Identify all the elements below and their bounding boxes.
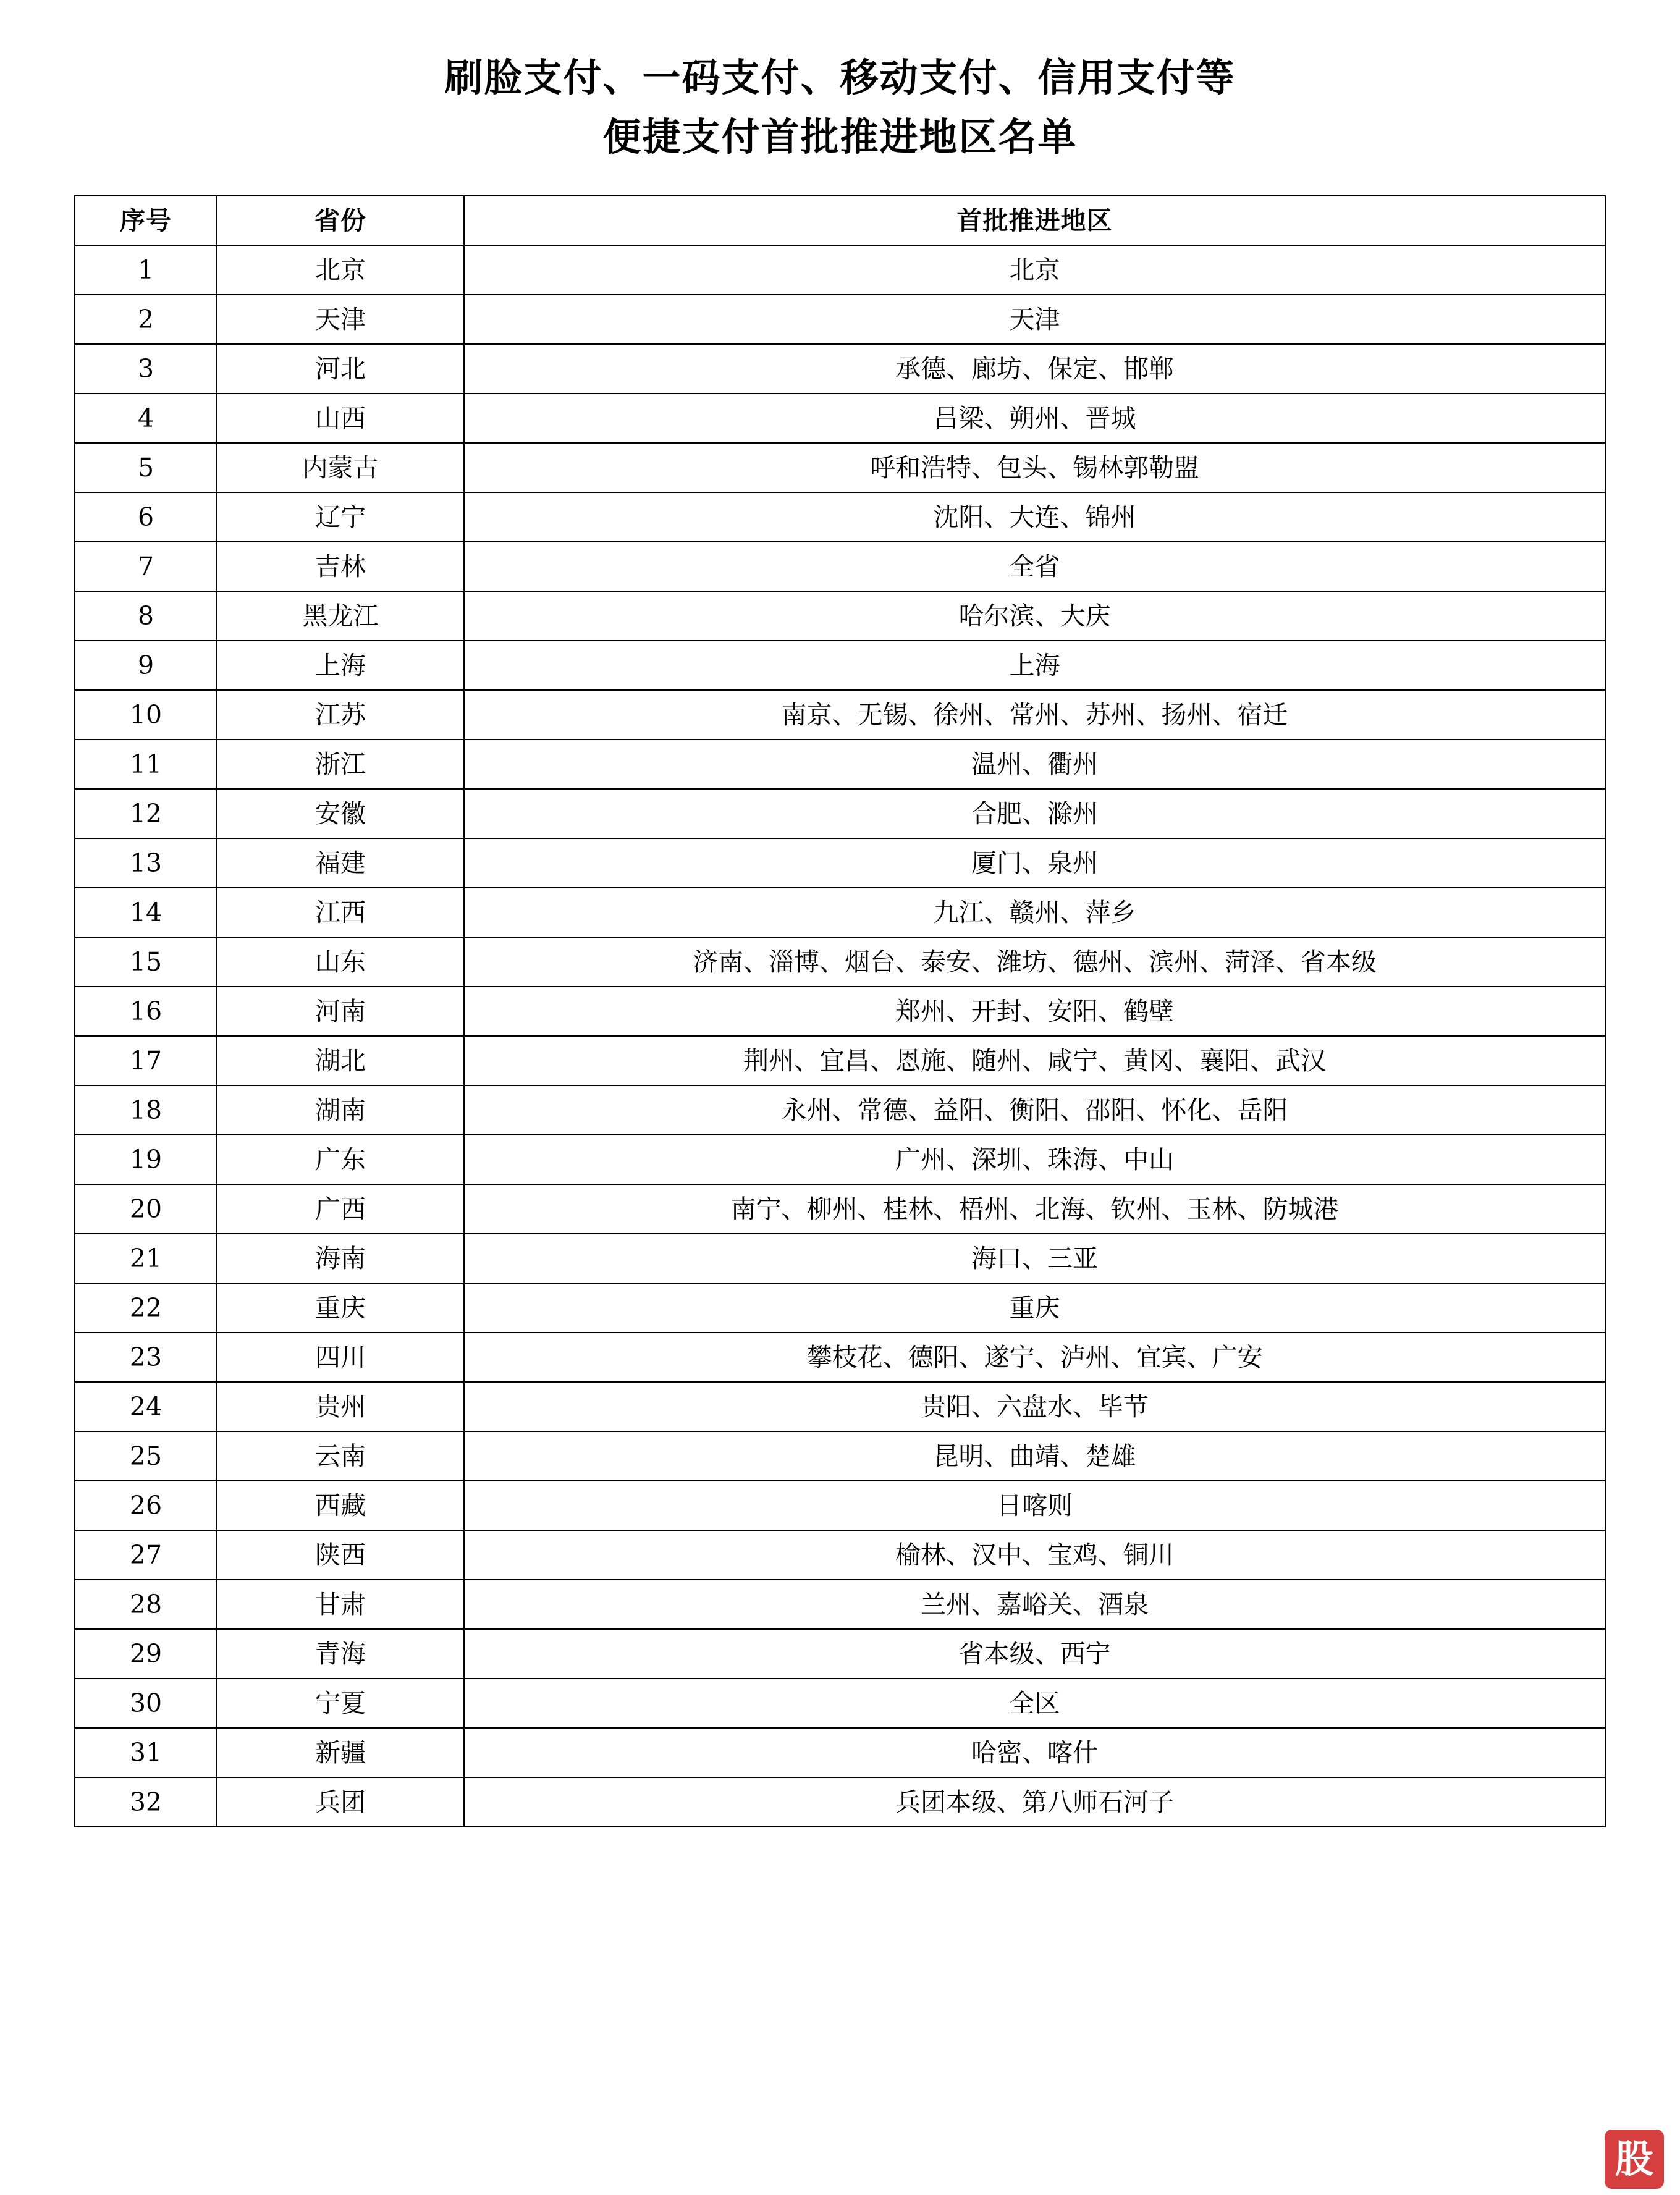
table-row (75, 937, 1605, 987)
table-row (75, 888, 1605, 937)
cell-regions: 郑州、开封、安阳、鹤壁 (464, 987, 1605, 1036)
cell-province: 福建 (217, 838, 464, 888)
cell-province: 安徽 (217, 789, 464, 838)
title-line-2: 便捷支付首批推进地区名单 (602, 114, 1078, 160)
cell-index: 14 (75, 888, 217, 937)
cell-regions: 攀枝花、德阳、遂宁、泸州、宜宾、广安 (464, 1333, 1605, 1382)
table-row (75, 1679, 1605, 1728)
cell-regions: 广州、深圳、珠海、中山 (464, 1135, 1605, 1184)
cell-province: 辽宁 (217, 492, 464, 542)
cell-province: 贵州 (217, 1382, 464, 1431)
cell-regions: 济南、淄博、烟台、泰安、潍坊、德州、滨州、菏泽、省本级 (464, 937, 1605, 987)
cell-regions: 荆州、宜昌、恩施、随州、咸宁、黄冈、襄阳、武汉 (464, 1036, 1605, 1085)
cell-index: 21 (75, 1234, 217, 1283)
cell-province: 西藏 (217, 1481, 464, 1530)
table-row (75, 987, 1605, 1036)
table-row (75, 1629, 1605, 1679)
column-header-index: 序号 (75, 196, 217, 245)
watermark-logo: 股 (1605, 2130, 1664, 2189)
cell-index: 28 (75, 1580, 217, 1629)
cell-index: 26 (75, 1481, 217, 1530)
table-row (75, 1184, 1605, 1234)
cell-index: 27 (75, 1530, 217, 1580)
cell-regions: 贵阳、六盘水、毕节 (464, 1382, 1605, 1431)
document-title (74, 48, 1606, 167)
cell-province: 吉林 (217, 542, 464, 591)
cell-province: 宁夏 (217, 1679, 464, 1728)
region-list-table (74, 195, 1606, 1827)
cell-province: 甘肃 (217, 1580, 464, 1629)
table-row (75, 1135, 1605, 1184)
table-row (75, 542, 1605, 591)
table-row (75, 641, 1605, 690)
table-row (75, 245, 1605, 295)
page-title (74, 48, 1606, 167)
cell-province: 陕西 (217, 1530, 464, 1580)
cell-province: 黑龙江 (217, 591, 464, 641)
table-row (75, 1530, 1605, 1580)
cell-index: 20 (75, 1184, 217, 1234)
cell-province: 四川 (217, 1333, 464, 1382)
cell-regions: 上海 (464, 641, 1605, 690)
cell-index: 9 (75, 641, 217, 690)
table-row (75, 1431, 1605, 1481)
cell-province: 广东 (217, 1135, 464, 1184)
table-row (75, 295, 1605, 344)
cell-index: 11 (75, 739, 217, 789)
cell-province: 北京 (217, 245, 464, 295)
cell-index: 8 (75, 591, 217, 641)
cell-regions: 全省 (464, 542, 1605, 591)
table-row (75, 1085, 1605, 1135)
cell-index: 7 (75, 542, 217, 591)
cell-regions: 兰州、嘉峪关、酒泉 (464, 1580, 1605, 1629)
table-row (75, 591, 1605, 641)
cell-province: 湖北 (217, 1036, 464, 1085)
cell-index: 17 (75, 1036, 217, 1085)
cell-regions: 北京 (464, 245, 1605, 295)
cell-index: 4 (75, 394, 217, 443)
cell-index: 2 (75, 295, 217, 344)
cell-regions: 呼和浩特、包头、锡林郭勒盟 (464, 443, 1605, 492)
cell-index: 10 (75, 690, 217, 739)
cell-index: 22 (75, 1283, 217, 1333)
cell-regions: 日喀则 (464, 1481, 1605, 1530)
cell-province: 青海 (217, 1629, 464, 1679)
cell-province: 海南 (217, 1234, 464, 1283)
cell-province: 河北 (217, 344, 464, 394)
cell-index: 1 (75, 245, 217, 295)
column-header-province: 省份 (217, 196, 464, 245)
cell-province: 重庆 (217, 1283, 464, 1333)
table-row (75, 1580, 1605, 1629)
cell-regions: 哈尔滨、大庆 (464, 591, 1605, 641)
table-row (75, 1283, 1605, 1333)
cell-regions: 重庆 (464, 1283, 1605, 1333)
table-row (75, 1481, 1605, 1530)
cell-province: 内蒙古 (217, 443, 464, 492)
cell-index: 24 (75, 1382, 217, 1431)
title-line-1: 刷脸支付、一码支付、移动支付、信用支付等 (444, 55, 1236, 100)
table-row (75, 1333, 1605, 1382)
cell-index: 6 (75, 492, 217, 542)
cell-regions: 吕梁、朔州、晋城 (464, 394, 1605, 443)
table-row (75, 838, 1605, 888)
table-row (75, 1382, 1605, 1431)
cell-province: 浙江 (217, 739, 464, 789)
cell-index: 3 (75, 344, 217, 394)
cell-province: 江西 (217, 888, 464, 937)
cell-province: 山西 (217, 394, 464, 443)
cell-index: 18 (75, 1085, 217, 1135)
table-row (75, 1036, 1605, 1085)
table-row (75, 1777, 1605, 1827)
cell-province: 新疆 (217, 1728, 464, 1777)
cell-index: 23 (75, 1333, 217, 1382)
table-header-row (75, 196, 1605, 245)
cell-regions: 南京、无锡、徐州、常州、苏州、扬州、宿迁 (464, 690, 1605, 739)
cell-regions: 九江、赣州、萍乡 (464, 888, 1605, 937)
cell-index: 12 (75, 789, 217, 838)
cell-regions: 沈阳、大连、锦州 (464, 492, 1605, 542)
cell-regions: 昆明、曲靖、楚雄 (464, 1431, 1605, 1481)
cell-index: 25 (75, 1431, 217, 1481)
cell-regions: 榆林、汉中、宝鸡、铜川 (464, 1530, 1605, 1580)
cell-regions: 永州、常德、益阳、衡阳、邵阳、怀化、岳阳 (464, 1085, 1605, 1135)
cell-index: 13 (75, 838, 217, 888)
cell-index: 29 (75, 1629, 217, 1679)
table-row (75, 789, 1605, 838)
cell-province: 兵团 (217, 1777, 464, 1827)
cell-regions: 海口、三亚 (464, 1234, 1605, 1283)
table-row (75, 739, 1605, 789)
cell-regions: 天津 (464, 295, 1605, 344)
cell-regions: 兵团本级、第八师石河子 (464, 1777, 1605, 1827)
table-row (75, 690, 1605, 739)
cell-index: 19 (75, 1135, 217, 1184)
cell-province: 天津 (217, 295, 464, 344)
cell-index: 30 (75, 1679, 217, 1728)
cell-regions: 温州、衢州 (464, 739, 1605, 789)
table-row (75, 344, 1605, 394)
table-row (75, 443, 1605, 492)
column-header-regions: 首批推进地区 (464, 196, 1605, 245)
cell-index: 5 (75, 443, 217, 492)
cell-province: 上海 (217, 641, 464, 690)
cell-province: 云南 (217, 1431, 464, 1481)
table-row (75, 1234, 1605, 1283)
cell-index: 32 (75, 1777, 217, 1827)
cell-province: 广西 (217, 1184, 464, 1234)
cell-index: 31 (75, 1728, 217, 1777)
cell-regions: 全区 (464, 1679, 1605, 1728)
table-row (75, 394, 1605, 443)
cell-index: 16 (75, 987, 217, 1036)
cell-province: 河南 (217, 987, 464, 1036)
cell-regions: 南宁、柳州、桂林、梧州、北海、钦州、玉林、防城港 (464, 1184, 1605, 1234)
cell-province: 山东 (217, 937, 464, 987)
cell-province: 江苏 (217, 690, 464, 739)
cell-regions: 哈密、喀什 (464, 1728, 1605, 1777)
cell-regions: 厦门、泉州 (464, 838, 1605, 888)
cell-province: 湖南 (217, 1085, 464, 1135)
cell-regions: 承德、廊坊、保定、邯郸 (464, 344, 1605, 394)
cell-regions: 省本级、西宁 (464, 1629, 1605, 1679)
table-row (75, 1728, 1605, 1777)
table-body (75, 245, 1605, 1827)
cell-index: 15 (75, 937, 217, 987)
cell-regions: 合肥、滁州 (464, 789, 1605, 838)
table-row (75, 492, 1605, 542)
